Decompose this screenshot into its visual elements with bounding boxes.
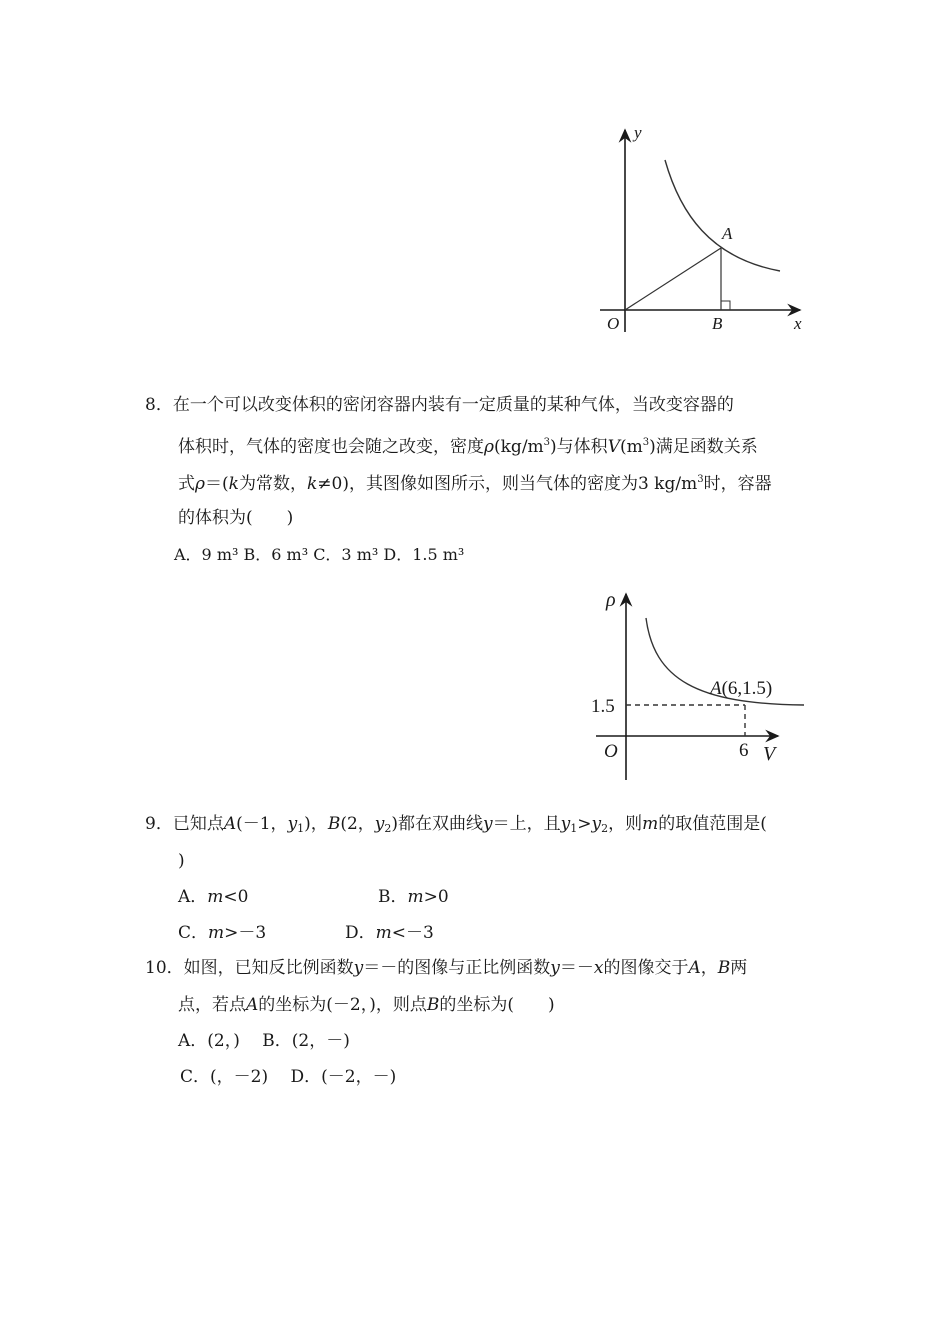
q8-line3: 式ρ＝(k为常数，k≠0)，其图像如图所示，则当气体的密度为3 $kg/m^3$时，容器: [178, 474, 772, 494]
hyperbola-curve: [665, 160, 780, 271]
figure-hyperbola-oab: [590, 118, 820, 340]
rho-axis-label: ρ: [606, 589, 616, 611]
right-angle-mark: [721, 301, 730, 310]
point-a-label: A(6,1.5): [710, 678, 773, 699]
q9-line1: 9．已知点A(－1，$y_1$)，B(2，$y_2$)都在双曲线y＝上，且$y_1>y_2$，则m的取值范围是(: [145, 814, 767, 835]
q9-option-b: B．m>0: [378, 887, 449, 907]
y-tick-label: 1.5: [591, 696, 615, 717]
q9-option-d: D．m<－3: [345, 923, 434, 943]
x-axis-label: x: [794, 314, 802, 333]
q9-line2: ): [178, 851, 185, 871]
q10-options-cd: C．(，－2) D．(－2，－): [180, 1067, 397, 1087]
q10-options-ab: A．(2，) B．(2，－): [178, 1031, 350, 1051]
q8-options: A．9 m³ B．6 m³ C．3 m³ D．1.5 m³: [174, 545, 465, 564]
y-axis-label: y: [634, 123, 642, 142]
q9-option-c: C．m>－3: [178, 923, 267, 943]
q8-line4: 的体积为( ): [178, 508, 294, 528]
v-axis-label: V: [763, 743, 776, 765]
q10-number: 10．: [145, 958, 184, 978]
q10-line1: 10．如图，已知反比例函数y＝－的图像与正比例函数y＝－x的图像交于A，B两: [145, 958, 748, 978]
point-b-label: B: [712, 314, 723, 333]
q8-line2: 体积时，气体的密度也会随之改变，密度$\rho(kg/m^3)$与体积$V(m^3)$满足函数关系: [178, 437, 758, 457]
segment-oa: [625, 248, 721, 310]
x-tick-label: 6: [739, 740, 749, 761]
origin-label: O: [607, 314, 620, 333]
origin-label: O: [604, 741, 618, 762]
q10-line2: 点，若点A的坐标为(－2，)，则点B的坐标为( ): [178, 995, 555, 1015]
figure-density-volume: [586, 584, 816, 784]
point-a-label: A: [722, 224, 733, 243]
q8-number: 8．: [145, 395, 173, 415]
q8-line1: 8．在一个可以改变体积的密闭容器内装有一定质量的某种气体，当改变容器的: [145, 395, 734, 415]
q9-option-a: A．m<0: [178, 887, 249, 907]
q9-number: 9．: [145, 814, 173, 834]
